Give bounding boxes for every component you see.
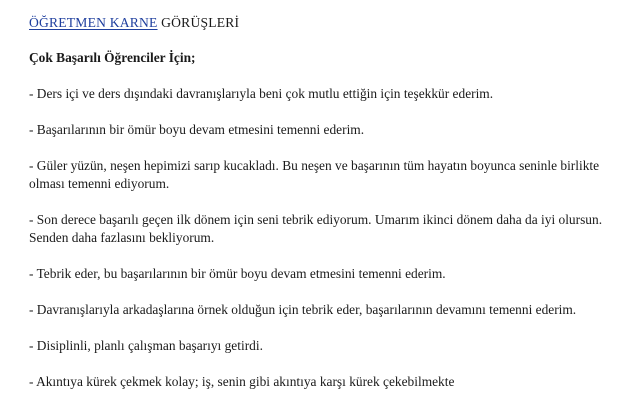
paragraph-3: - Güler yüzün, neşen hepimizi sarıp kucakladı. Bu neşen ve başarının tüm hayatın boyunca seninle birlikte olması temenni ediyorum. bbox=[29, 158, 600, 191]
section-heading: Çok Başarılı Öğrenciler İçin; bbox=[29, 50, 196, 65]
title-rest: GÖRÜŞLERİ bbox=[157, 15, 240, 30]
paragraph-4: - Son derece başarılı geçen ilk dönem için seni tebrik ediyorum. Umarım ikinci dönem daha da iyi olursun. Senden daha fazlasını bekliyorum. bbox=[29, 212, 603, 245]
paragraph-5: - Tebrik eder, bu başarılarının bir ömür boyu devam etmesini temenni ederim. bbox=[29, 266, 446, 281]
document-page bbox=[29, 14, 619, 409]
paragraph-2: - Başarılarının bir ömür boyu devam etmesini temenni ederim. bbox=[29, 122, 365, 137]
paragraph-7: - Disiplinli, planlı çalışman başarıyı getirdi. bbox=[29, 338, 263, 353]
document-title bbox=[29, 14, 619, 32]
title-link[interactable]: ÖĞRETMEN KARNE bbox=[29, 15, 158, 30]
paragraph-1: - Ders içi ve ders dışındaki davranışlarıyla beni çok mutlu ettiğin için teşekkür ederim. bbox=[29, 86, 494, 101]
paragraph-6: - Davranışlarıyla arkadaşlarına örnek olduğun için tebrik eder, başarılarının devamını temenni ederim. bbox=[29, 302, 577, 317]
paragraph-8: - Akıntıya kürek çekmek kolay; iş, senin gibi akıntıya karşı kürek çekebilmekte bbox=[29, 374, 455, 389]
